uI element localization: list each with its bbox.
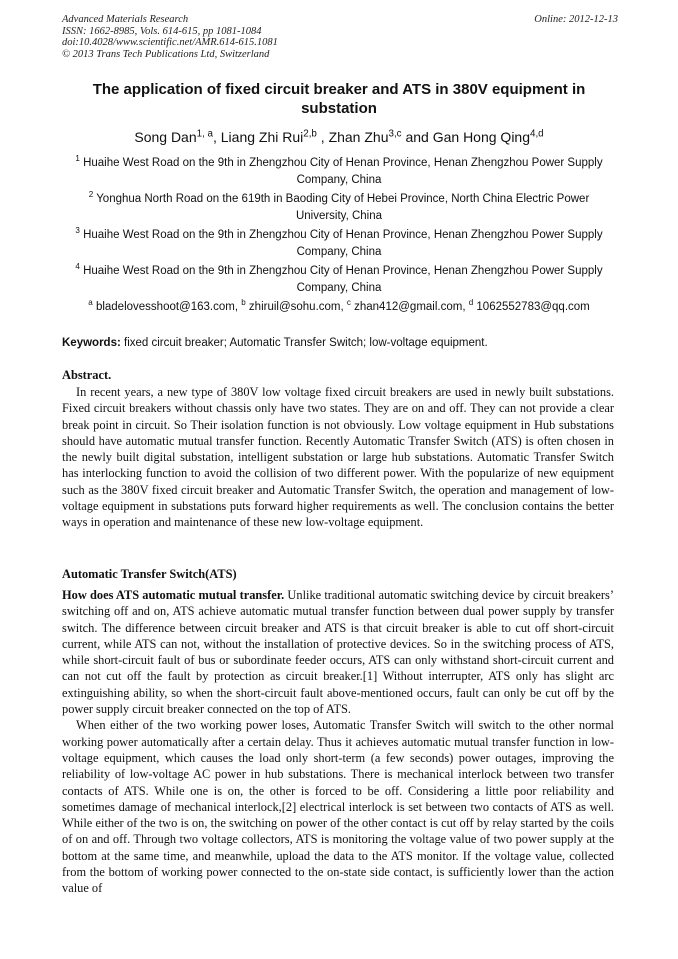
abstract-body: [62, 384, 614, 531]
email-link[interactable]: 1062552783@qq.com: [476, 301, 590, 313]
affiliation: $^2$ Yonghua North Road on the 619th in Baoding City of Hebei Province, North China Electric Power University, China: [88, 190, 590, 222]
abstract-paragraph: In recent years, a new type of 380V low voltage fixed circuit breakers are used in newly built substations. Fixed circuit breakers without chassis only have two states. They are on and off. They can not provide a clear break point in circuit. So Their isolation function is not obviously. Low voltage equipment in Hub substations should have automatic mutual transfer function. Recently Automatic Transfer Switch (ATS) is often chosen in the newly built digital substation, intelligent substation or large hub substations. Automatic Transfer Switch has interlocking function to avoid the collision of two different power. With the popularize of new equipment such as the 380V fixed circuit breaker and Automatic Transfer Switch, the operation and management of low-voltage equipment in substations puts forward higher requirements as well. The conclusion contains the better ways in operation and maintenance of these new low-voltage equipment.: [62, 385, 614, 530]
paragraph: How does ATS automatic mutual transfer. Unlike traditional automatic switching device by circuit breakers’ switching off and on, ATS achieve automatic mutual transfer function between dual power supply by transfer switch. The difference between circuit breaker and ATS is that circuit breaker is able to cut off short-circuit current, while ATS can not, without the installation of protective devices. So in the switching process of ATS, while short-circuit fault of bus or subordinate feeder occurs, ATS can only withstand short-circuit current and can not cut off the fault by protection as circuit breaker.[1] Without interrupter, ATS only has slight arc extinguishing ability, so when the short-circuit fault above-mentioned occurs, fault can only be cut off by the power supply circuit breaker connected on the top of ATS.: [62, 588, 614, 717]
journal-name: Advanced Materials Research: [62, 14, 189, 25]
affiliation: $^1$ Huaihe West Road on the 9th in Zhengzhou City of Henan Province, Henan Zhengzhou Power Supply Company, China: [75, 154, 603, 186]
author: Liang Zhi Rui$^{2,b}$ ,: [220, 128, 329, 145]
email-list: $^a$ bladelovesshoot@163.com, $^b$ zhiruil@sohu.com, $^c$ zhan412@gmail.com, $^d$ 1062552783@qq.com: [88, 298, 590, 313]
email-link[interactable]: zhan412@gmail.com: [354, 301, 463, 313]
section-body: [62, 587, 614, 897]
section-heading: Automatic Transfer Switch(ATS): [62, 567, 237, 581]
author-list: [62, 128, 616, 146]
keywords-label: Keywords:: [62, 337, 121, 349]
email-link[interactable]: bladelovesshoot@163.com: [95, 301, 235, 313]
affiliation: $^3$ Huaihe West Road on the 9th in Zhengzhou City of Henan Province, Henan Zhengzhou Power Supply Company, China: [75, 226, 603, 258]
affiliation: $^4$ Huaihe West Road on the 9th in Zhengzhou City of Henan Province, Henan Zhengzhou Power Supply Company, China: [75, 262, 603, 294]
journal-header: [62, 14, 618, 60]
keywords: [62, 336, 618, 351]
online-date: Online: 2012-12-13: [534, 14, 618, 25]
paper-title: The application of fixed circuit breaker and ATS in 380V equipment in substation: [92, 81, 586, 117]
author: Song Dan$^{1, a}$,: [134, 128, 221, 145]
author: Zhan Zhu$^{3,c}$ and: [328, 128, 433, 145]
email-link[interactable]: zhiruil@sohu.com: [248, 301, 341, 313]
runin-heading: How does ATS automatic mutual transfer.: [62, 588, 285, 602]
paragraph: When either of the two working power loses, Automatic Transfer Switch will switch to the other normal working power automatically after a certain delay. Thus it achieves automatic mutual transfer function in low-voltage equipment, which causes the load only short-term (a few seconds) power outages, improving the reliability of low-voltage AC power in hub substations. There is mechanical interlock between two transfer contacts of ATS. While one is on, the other is forced to be off. Considering a little poor reliability and sometimes damage of mechanical interlock,[2] electrical interlock is set between two contacts of ATS as well. While either of the two is on, the switching on power of the other contact is cut off by relay started by the coils of on and off. Through two voltage collectors, ATS is monitoring the voltage value of two power supply at the bottom at the same time, and meanwhile, upload the data to the ATS monitor. If the voltage value, collected from the bottom of working power connected to the on-state side contact, is sufficiently lower than the action value of: [62, 718, 614, 896]
issn: ISSN: 1662-8985, Vols. 614-615, pp 1081-1084: [62, 25, 262, 37]
keywords-text: fixed circuit breaker; Automatic Transfer Switch; low-voltage equipment.: [124, 337, 488, 349]
copyright: © 2013 Trans Tech Publications Ltd, Switzerland: [62, 48, 270, 60]
doi: doi:10.4028/www.scientific.net/AMR.614-615.1081: [62, 37, 278, 48]
abstract-heading: Abstract.: [62, 368, 112, 382]
author: Gan Hong Qing$^{4,d}$: [432, 128, 544, 145]
